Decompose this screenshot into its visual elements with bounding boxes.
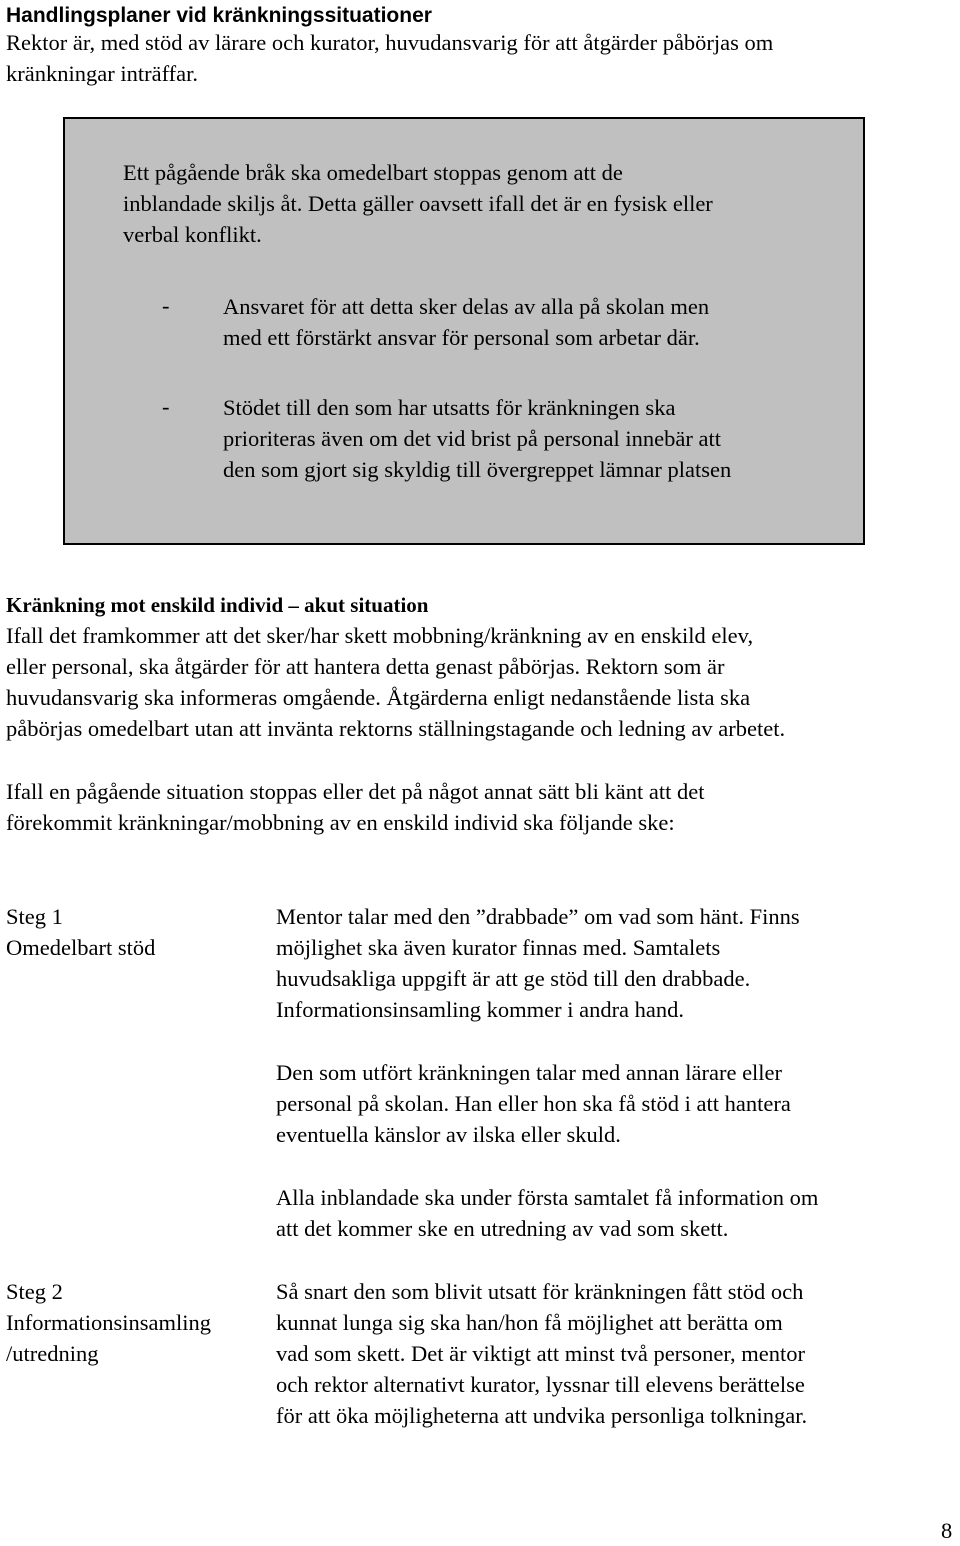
step-1-p2-line-3: eventuella känslor av ilska eller skuld. (276, 1122, 621, 1147)
step-2-label-line-2: Informationsinsamling (6, 1310, 211, 1335)
step-2-p1-line-5: för att öka möjligheterna att undvika personliga tolkningar. (276, 1403, 808, 1428)
intro-line-1: Rektor är, med stöd av lärare och kurator, huvudansvarig för att åtgärder påbörjas om (6, 30, 774, 55)
step-2-p1-line-2: kunnat lunga sig ska han/hon få möjlighet att berätta om (276, 1310, 783, 1335)
step-1-p2-line-2: personal på skolan. Han eller hon ska få stöd i att hantera (276, 1091, 791, 1116)
step-2-p1-line-3: vad som skett. Det är viktigt att minst två personer, mentor (276, 1341, 805, 1366)
section-p1-line-1: Ifall det framkommer att det sker/har skett mobbning/kränkning av en enskild elev, (6, 623, 754, 648)
bullet-1-line-2: med ett förstärkt ansvar för personal som arbetar där. (223, 325, 700, 350)
bullet-2-line-2: prioriteras även om det vid brist på personal innebär att (223, 426, 721, 451)
box-paragraph-line-3: verbal konflikt. (123, 222, 262, 247)
step-1-p2-line-1: Den som utfört kränkningen talar med annan lärare eller (276, 1060, 783, 1085)
bullet-2-line-3: den som gjort sig skyldig till övergreppet lämnar platsen (223, 457, 732, 482)
step-1-p1-line-2: möjlighet ska även kurator finnas med. Samtalets (276, 935, 721, 960)
intro-line-2: kränkningar inträffar. (6, 61, 199, 86)
section-p1-line-3: huvudansvarig ska informeras omgående. Åtgärderna enligt nedanstående lista ska (6, 685, 751, 710)
bullet-dash: - (162, 293, 170, 318)
step-1-p3-line-2: att det kommer ske en utredning av vad som skett. (276, 1216, 729, 1241)
bullet-1-line-1: Ansvaret för att detta sker delas av alla på skolan men (223, 294, 710, 319)
step-1-p1-line-1: Mentor talar med den ”drabbade” om vad som hänt. Finns (276, 904, 800, 929)
section-heading: Kränkning mot enskild individ – akut situation (6, 593, 429, 617)
step-2-label-line-3: /utredning (6, 1341, 99, 1366)
page-title: Handlingsplaner vid kränkningssituationer (6, 4, 432, 27)
step-1-label-line-2: Omedelbart stöd (6, 935, 156, 960)
section-p2-line-1: Ifall en pågående situation stoppas eller det på något annat sätt bli känt att det (6, 779, 705, 804)
section-p2-line-2: förekommit kränkningar/mobbning av en enskild individ ska följande ske: (6, 810, 675, 835)
box-paragraph-line-1: Ett pågående bråk ska omedelbart stoppas genom att de (123, 160, 623, 185)
section-p1-line-4: påbörjas omedelbart utan att invänta rektorns ställningstagande och ledning av arbetet. (6, 716, 786, 741)
box-paragraph-line-2: inblandade skiljs åt. Detta gäller oavsett ifall det är en fysisk eller (123, 191, 713, 216)
page-number: 8 (941, 1518, 953, 1543)
section-p1-line-2: eller personal, ska åtgärder för att hantera detta genast påbörjas. Rektorn som är (6, 654, 725, 679)
step-2-p1-line-4: och rektor alternativt kurator, lyssnar till elevens berättelse (276, 1372, 805, 1397)
step-1-label-line-1: Steg 1 (6, 904, 63, 929)
step-1-p3-line-1: Alla inblandade ska under första samtalet få information om (276, 1185, 819, 1210)
step-2-label-line-1: Steg 2 (6, 1279, 63, 1304)
bullet-dash: - (162, 394, 170, 419)
step-1-p1-line-3: huvudsakliga uppgift är att ge stöd till den drabbade. (276, 966, 751, 991)
step-1-p1-line-4: Informationsinsamling kommer i andra hand. (276, 997, 685, 1022)
step-2-p1-line-1: Så snart den som blivit utsatt för kränkningen fått stöd och (276, 1279, 804, 1304)
bullet-2-line-1: Stödet till den som har utsatts för kränkningen ska (223, 395, 676, 420)
